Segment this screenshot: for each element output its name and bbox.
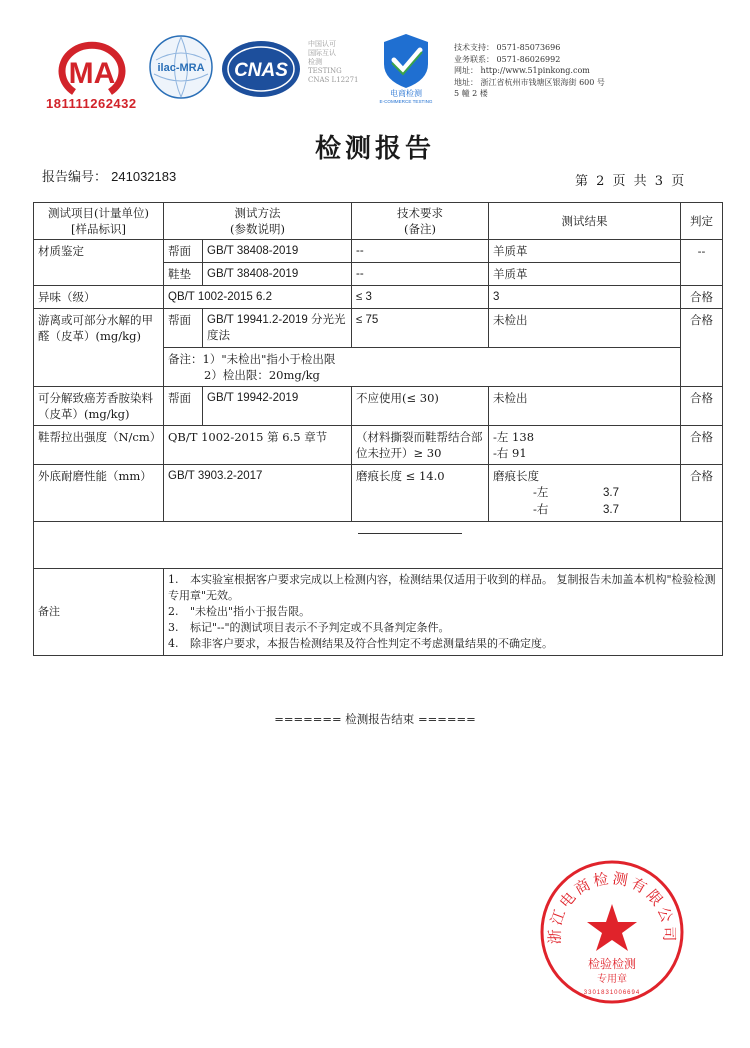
report-end-marker: ======= 检测报告结束 ====== xyxy=(274,712,476,726)
page-indicator: 第 2 页 共 3 页 xyxy=(575,174,685,189)
results-table xyxy=(33,202,723,656)
cnas-logo xyxy=(220,38,302,100)
svg-text:浙江电商检测有限公司: 浙江电商检测有限公司 xyxy=(545,869,679,945)
header-item: 测试项目(计量单位) [样品标识] xyxy=(34,203,164,240)
report-number-value: 241032183 xyxy=(111,169,177,184)
report-number xyxy=(42,166,176,185)
table-row-formaldehyde-note: 备注：1）"未检出"指小于检出限 2）检出限：20mg/kg xyxy=(34,348,723,387)
svg-text:电商检测: 电商检测 xyxy=(390,89,422,98)
page-title: 检测报告 xyxy=(314,134,435,164)
table-row-odor: 异味（级） QB/T 1002-2015 6.2 ≤ 3 3 合格 xyxy=(34,286,723,309)
divider xyxy=(358,533,462,534)
contact-website: 网址： http://www.51pinkong.com xyxy=(454,66,590,75)
header-judgement: 判定 xyxy=(681,203,723,240)
table-row-formaldehyde: 游离或可部分水解的甲醛（皮革）(mg/kg) 帮面 GB/T 19941.2-2019 分光光度法 ≤ 75 未检出 合格 xyxy=(34,309,723,348)
table-row-peel-strength: 鞋帮拉出强度（N/cm） QB/T 1002-2015 第 6.5 章节 （材料撕裂而鞋帮结合部位未拉开）≥ 30 -左 138 -右 91 合格 xyxy=(34,426,723,465)
svg-text:ilac-MRA: ilac-MRA xyxy=(157,62,205,74)
seal-star-icon xyxy=(587,904,637,951)
note-4: 4. 除非客户要求，本报告检测结果及符合性判定不考虑测量结果的不确定度。 xyxy=(168,637,553,650)
table-row-notes: 备注 1. 本实验室根据客户要求完成以上检测内容，检测结果仅适用于收到的样品。 复制报告未加盖本机构"检验检测专用章"无效。 2. "未检出"指小于报告限。 3. 标记"--"的测试项目表示不予判定或不具备判定条件。 4. 除非客户要求，本报告检测结果及符合性判定不考虑测量结果的不确定度。 xyxy=(34,569,723,656)
note-1: 1. 本实验室根据客户要求完成以上检测内容，检测结果仅适用于收到的样品。 复制报告未加盖本机构"检验检测专用章"无效。 xyxy=(168,573,716,602)
table-row-material: 材质鉴定 帮面 GB/T 38408-2019 -- 羊质革 -- xyxy=(34,240,723,263)
svg-text:CNAS: CNAS xyxy=(234,60,288,81)
report-number-label: 报告编号： xyxy=(42,170,108,185)
svg-text:E-COMMERCE TESTING: E-COMMERCE TESTING xyxy=(379,99,433,104)
contact-tech: 技术支持： 0571-85073696 xyxy=(454,43,561,52)
contact-address-2: 5 幢 2 楼 xyxy=(454,89,488,98)
table-header-row xyxy=(34,203,723,240)
note-2: 2. "未检出"指小于报告限。 xyxy=(168,605,311,618)
svg-text:MA: MA xyxy=(68,57,116,90)
table-row-material-insole: 鞋垫 GB/T 38408-2019 -- 羊质革 xyxy=(34,263,723,286)
header-method: 测试方法 (参数说明) xyxy=(164,203,352,240)
table-row-azo-dyes: 可分解致癌芳香胺染料（皮革）(mg/kg) 帮面 GB/T 19942-2019 不应使用(≤ 30) 未检出 合格 xyxy=(34,387,723,426)
official-seal xyxy=(538,858,686,1006)
svg-text:3301831006694: 3301831006694 xyxy=(583,990,641,996)
svg-text:检验检测: 检验检测 xyxy=(587,957,637,971)
svg-text:专用章: 专用章 xyxy=(597,974,627,985)
contact-info xyxy=(454,42,605,100)
contact-business: 业务联系： 0571-86026992 xyxy=(454,54,561,64)
table-row-abrasion: 外底耐磨性能（mm） GB/T 3903.2-2017 磨痕长度 ≤ 14.0 磨痕长度 -左 3.7 -右 3.7 合格 xyxy=(34,465,723,522)
cma-number: 181111262432 xyxy=(46,96,137,111)
contact-address: 地址： 浙江省杭州市钱塘区银海街 600 号 xyxy=(454,77,605,87)
ilac-mra-logo xyxy=(148,34,214,100)
header-result: 测试结果 xyxy=(489,203,681,240)
ecommerce-testing-logo xyxy=(368,30,444,104)
header-requirement: 技术要求 (备注) xyxy=(352,203,489,240)
cnas-accreditation-info: 中国认可 国际互认 检测 TESTING CNAS L12271 xyxy=(308,40,359,84)
note-3: 3. 标记"--"的测试项目表示不予判定或不具备判定条件。 xyxy=(168,621,450,634)
table-row-blank xyxy=(34,522,723,569)
